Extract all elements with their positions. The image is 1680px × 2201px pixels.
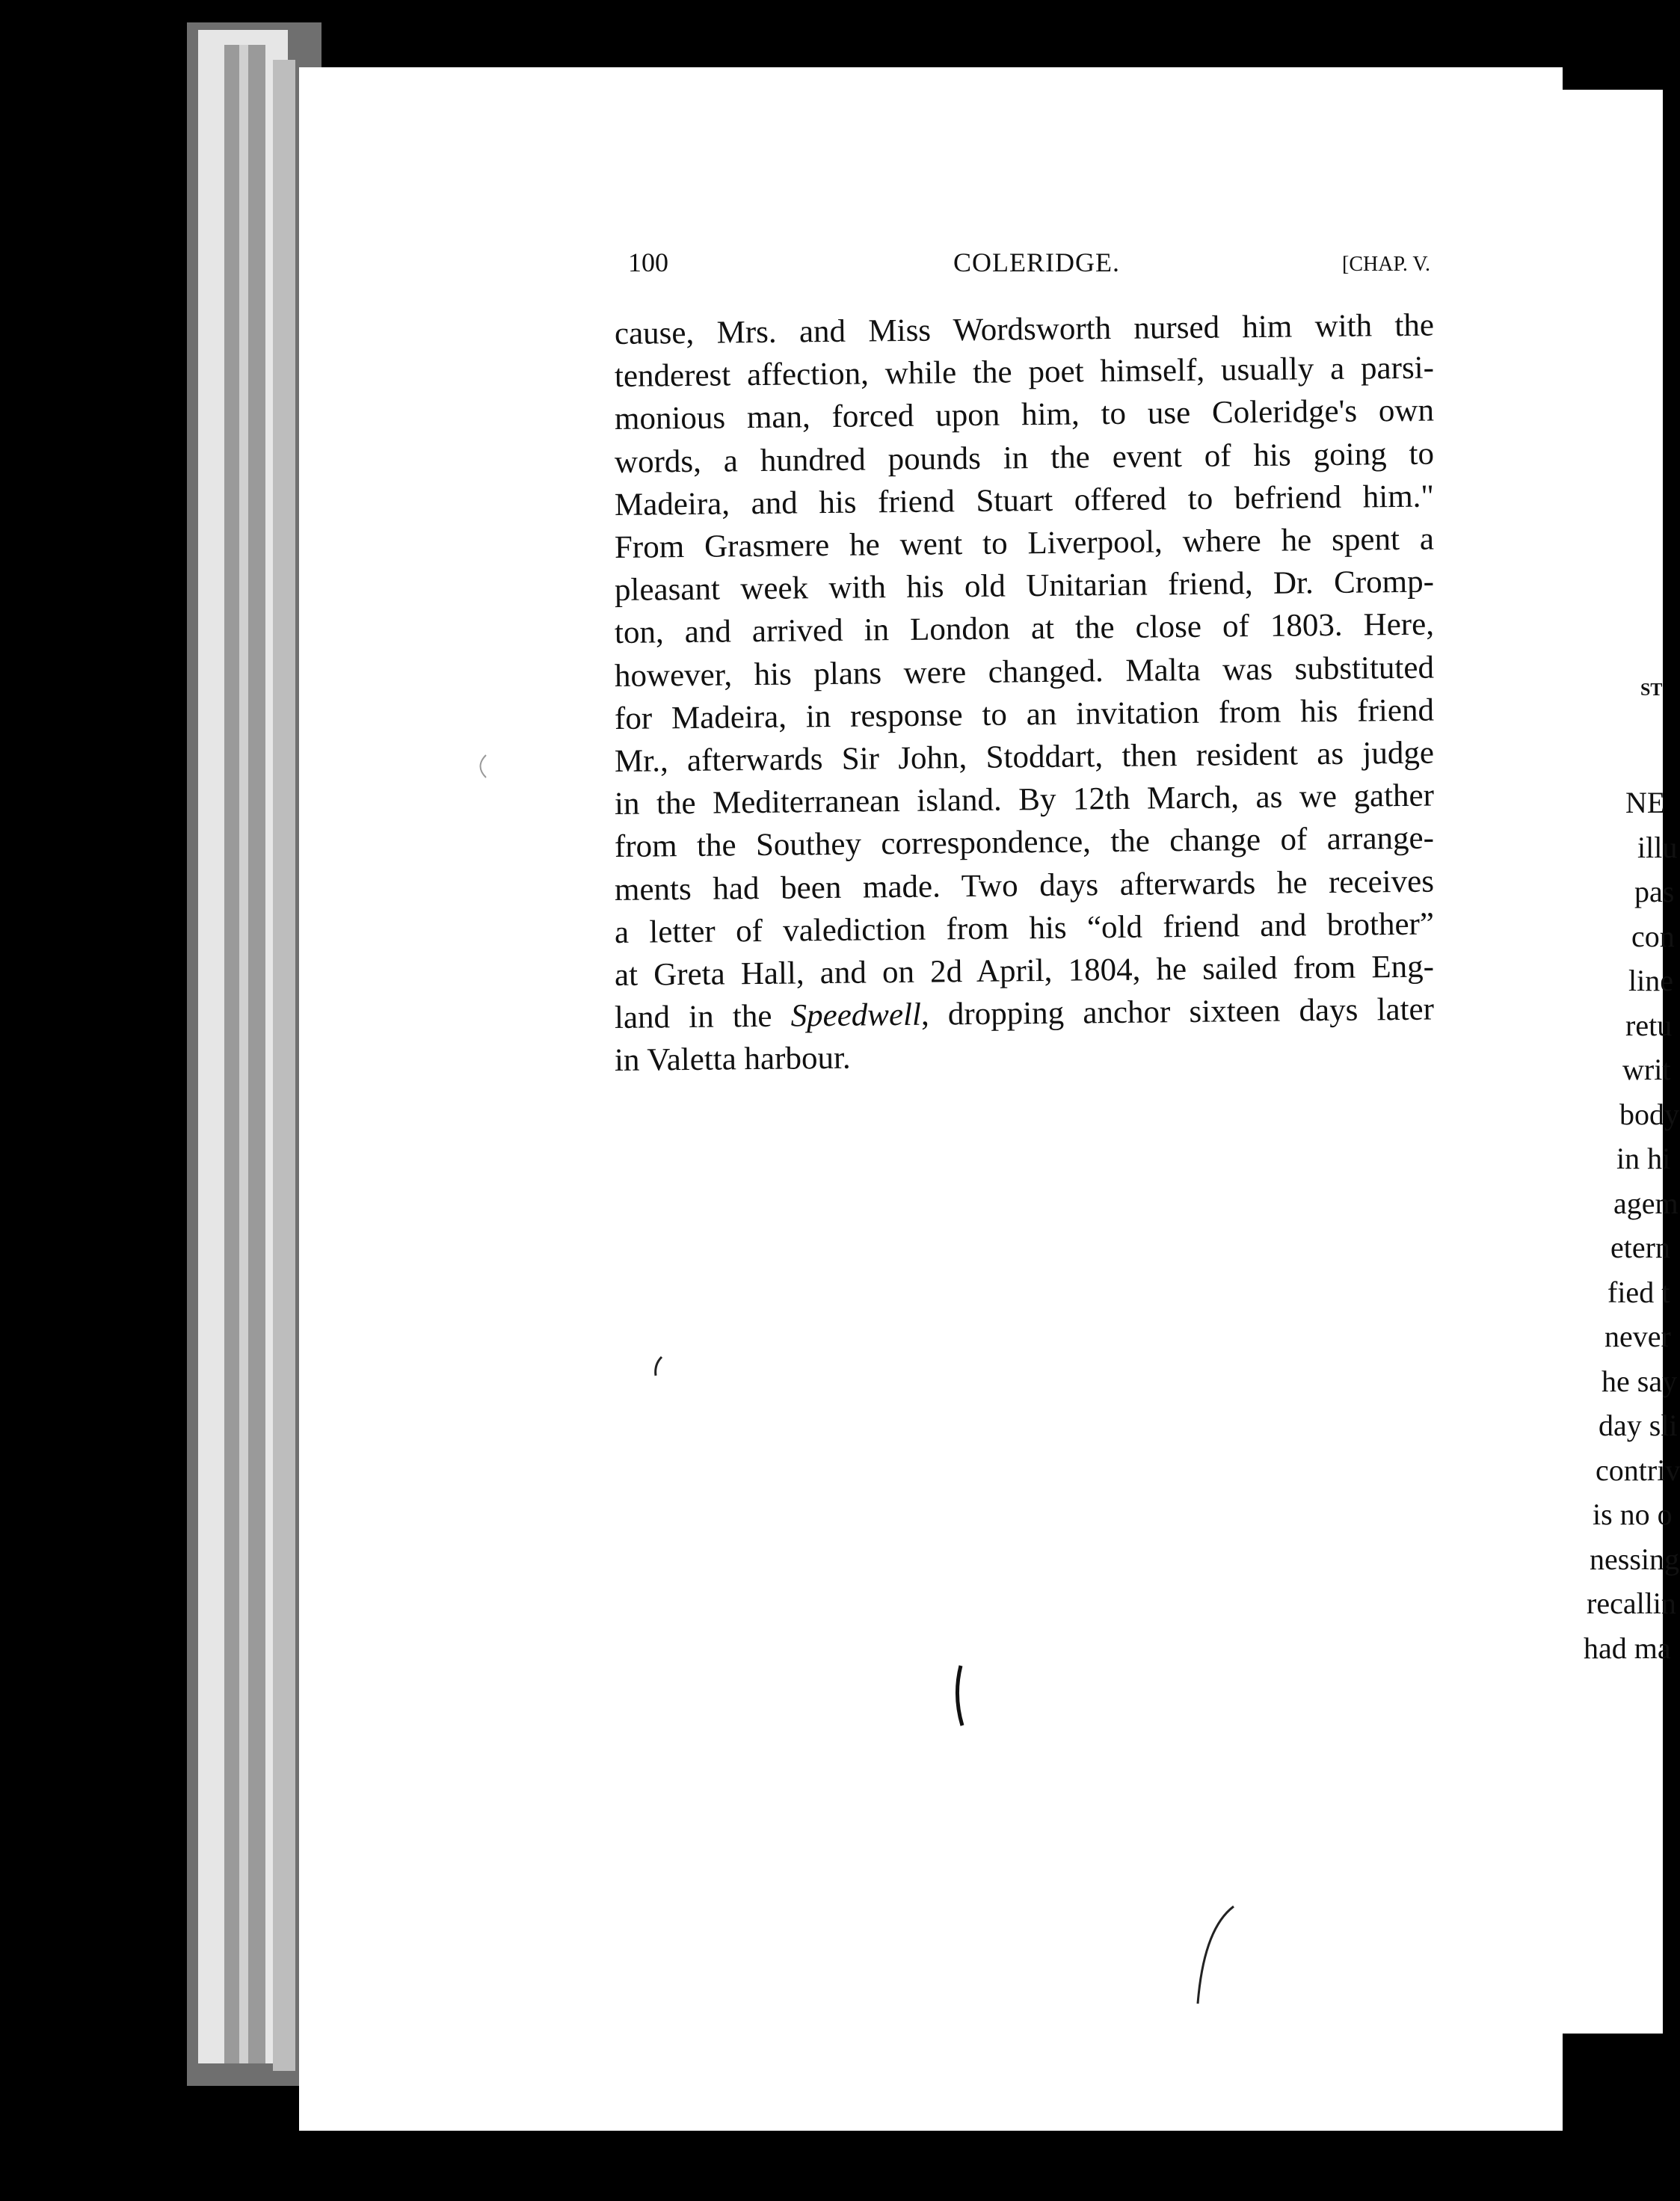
text-line: for Madeira, in response to an invitation from his friend [614,692,1435,736]
right-page-line: writ [1622,1053,1671,1086]
running-head [628,247,1450,292]
text-line: Mr., afterwards Sir John, Stoddart, then resident as judge [614,735,1435,780]
text-line: from the Southey correspondence, the change of arrange- [614,820,1435,865]
right-page-line: in hi [1616,1142,1671,1175]
text-line: ments had been made. Two days afterwards he receives [614,864,1435,908]
running-title: COLERIDGE. [953,247,1120,277]
text-line: a letter of valediction from his “old friend and brother” [614,906,1435,950]
ship-name: Speedwell [790,997,922,1034]
text-line: words, a hundred pounds in the event of his going to [614,436,1435,480]
text-line: at Greta Hall, and on 2d April, 1804, he sailed from Eng- [614,949,1435,994]
text-segment: land in the [614,998,791,1036]
text-line: ton, and arrived in London at the close of 1803. Here, [614,606,1435,651]
chapter-label: [CHAP. V. [1342,253,1431,276]
right-page-fragment [1558,90,1680,2034]
text-line: however, his plans were changed. Malta was substituted [614,650,1435,694]
right-page-line: had ma [1584,1631,1671,1665]
text-line: From Grasmere he went to Liverpool, where he spent a [614,521,1435,566]
text-line: Madeira, and his friend Stuart offered to befriend him." [614,478,1435,523]
text-line: monious man, forced upon him, to use Coleridge's own [614,393,1435,437]
right-page-line: etern [1610,1231,1670,1264]
right-page-line: pas [1634,875,1675,908]
right-page-header: ST [1640,680,1663,700]
right-page-line: fied t [1607,1275,1670,1309]
text-line: cause, Mrs. and Miss Wordsworth nursed him with the [614,307,1435,351]
right-page-line: he say [1601,1364,1678,1398]
right-page-line: con [1631,919,1675,953]
right-page-line: is no o [1593,1497,1673,1531]
text-line: tenderest affection, while the poet himself, usually a parsi- [614,350,1435,395]
right-page-line: illu [1637,830,1678,864]
right-page-line: nessing [1590,1542,1679,1576]
right-page-line: retu [1625,1008,1673,1042]
right-page-line: agem [1613,1186,1679,1220]
right-page-line: day sli [1599,1409,1678,1442]
right-page-line: contriv [1596,1453,1680,1487]
text-line: pleasant week with his old Unitarian friend, Dr. Cromp- [614,564,1435,609]
right-page-line: recallin [1587,1586,1676,1620]
right-page-line: never [1604,1320,1671,1353]
body-text [614,307,1435,1083]
page-number: 100 [628,247,668,277]
text-line: in the Mediterranean island. By 12th March, as we gather [614,778,1435,822]
right-page-line: NE [1625,786,1666,819]
text-line: in Valetta harbour. [614,1041,851,1079]
right-page-line: body [1619,1097,1679,1131]
text-segment: , dropping anchor sixteen days later [920,991,1435,1032]
right-page-line: line [1628,964,1673,997]
